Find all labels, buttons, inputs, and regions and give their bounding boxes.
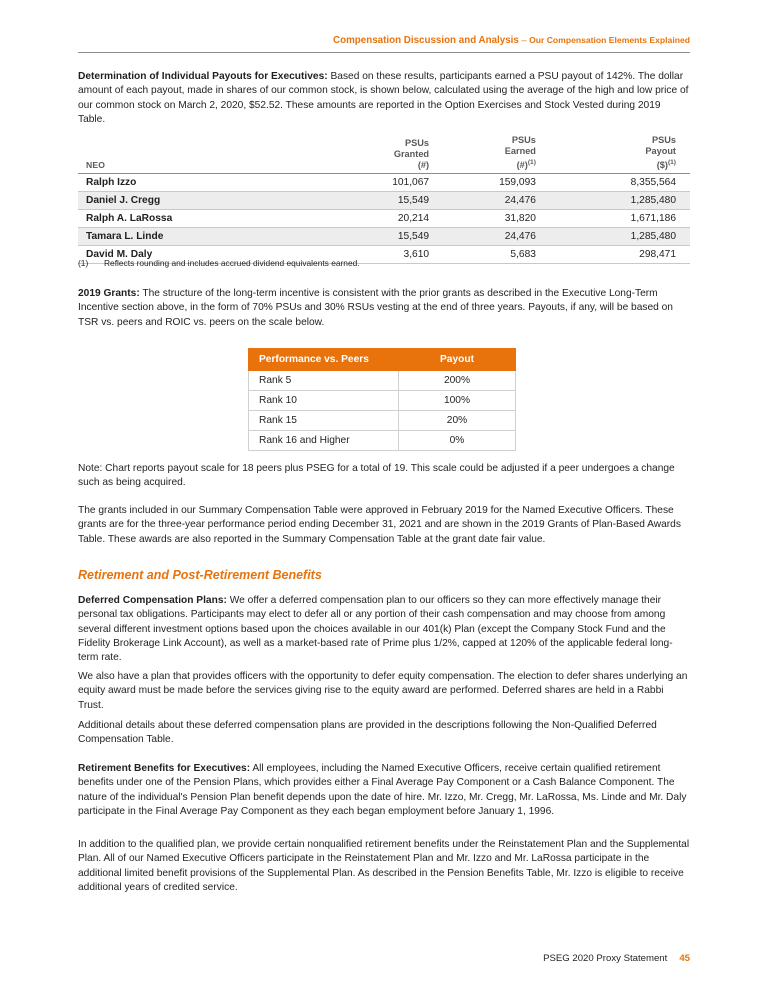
cell-granted: 15,549 [328, 192, 435, 210]
retirement-benefits-text: All employees, including the Named Executive Officers, receive certain qualified retirement benefits under one of the Pension Plans, which provides either a Final Average Pay Component or a Cash Balance Component. The nature of the individual's Pension Plan benefit depends upon the date of hire. Mr. Izzo, Mr. Cregg, Mr. LaRossa, Ms. Linde and Mr. Daly participate in the Final Average Pay Component as they each began employment before January 1, 1996. [78, 763, 687, 817]
deferred-comp-paragraph [78, 594, 690, 665]
col-payout-l2: Payout [645, 146, 676, 156]
cell-earned: 24,476 [435, 192, 542, 210]
cell-rank: Rank 10 [249, 391, 399, 411]
col-granted-l2: Granted [393, 149, 430, 160]
cell-payout: 8,355,564 [542, 174, 690, 192]
determination-label: Determination of Individual Payouts for Executives: [78, 71, 328, 82]
cell-neo: Ralph Izzo [78, 174, 328, 192]
col-psus-granted [328, 135, 435, 174]
cell-neo: Ralph A. LaRossa [78, 210, 328, 228]
cell-payout: 200% [399, 371, 516, 391]
performance-payout-table [248, 348, 516, 451]
cell-earned: 31,820 [435, 210, 542, 228]
cell-granted: 20,214 [328, 210, 435, 228]
col-earned-l2: Earned [504, 146, 536, 156]
determination-text: Based on these results, participants earned a PSU payout of 142%. The dollar amount of each payout, made in shares of our common stock, is shown below, calculated using the average of the high and low price of our common stock on March 2, 2020, $52.52. These amounts are reported in the Option Exercises and Stock Vested during 2019 Table. [78, 71, 689, 125]
header-subtitle: Our Compensation Elements Explained [529, 35, 690, 45]
grants-label: 2019 Grants: [78, 288, 140, 299]
running-header [78, 34, 690, 47]
cell-neo: Daniel J. Cregg [78, 192, 328, 210]
cell-rank: Rank 16 and Higher [249, 431, 399, 451]
header-rule [78, 52, 690, 53]
page-content [78, 0, 690, 1000]
cell-earned: 5,683 [435, 246, 542, 264]
table-row [249, 411, 516, 431]
deferred-comp-text: We offer a deferred compensation plan to our officers so they can more effectively manage their personal tax obligations. Participants may elect to defer all or any portion of their cash compensation and may choose from among several different investment options based upon the choices available in our 401(k) Plan (except the Company Stock Fund and the Fidelity Brokerage Link Account), as well as a market-based rate of Prime plus 1/2%, capped at 120% of the applicable federal long-term rate. [78, 595, 673, 664]
footnote-number: (1) [78, 258, 89, 268]
summary-comp-text: The grants included in our Summary Compensation Table were approved in February 2019 for the Named Executive Officers. These grants are for the three-year performance period ending December 31, 2021 and are shown in the 2019 Grants of Plan-Based Awards Table. These awards are also reported in the Summary Compensation Table at the grant date fair value. [78, 505, 681, 545]
table-row [249, 431, 516, 451]
col-granted-l3: (#) [417, 160, 430, 171]
page-footer [78, 953, 690, 964]
equity-defer-paragraph [78, 670, 690, 713]
performance-payout-table-wrap [248, 348, 516, 451]
cell-payout: 20% [399, 411, 516, 431]
col-granted-l1: PSUs [405, 138, 430, 149]
additional-details-paragraph [78, 719, 690, 748]
cell-rank: Rank 15 [249, 411, 399, 431]
table-header-row [78, 135, 690, 174]
col-payout: Payout [399, 349, 516, 371]
col-earned-l1: PSUs [511, 135, 536, 145]
retirement-benefits-paragraph [78, 762, 690, 819]
table-row [249, 371, 516, 391]
table-header-row [249, 349, 516, 371]
col-earned-l3: (#) [516, 160, 528, 171]
psu-table-footnote [78, 258, 690, 268]
page-section-title: Retirement and Post-Retirement Benefits [78, 568, 322, 582]
cell-payout: 1,671,186 [542, 210, 690, 228]
footnote-text: Reflects rounding and includes accrued dividend equivalents earned. [104, 258, 360, 268]
col-psus-earned [435, 135, 542, 174]
chart-note-text: Note: Chart reports payout scale for 18 peers plus PSEG for a total of 19. This scale could be adjusted if a peer undergoes a change such as being acquired. [78, 463, 675, 489]
cell-payout: 1,285,480 [542, 192, 690, 210]
header-dash: – [518, 35, 530, 45]
col-performance-vs-peers: Performance vs. Peers [249, 349, 399, 371]
cell-payout: 298,471 [542, 246, 690, 264]
grants-paragraph [78, 287, 690, 330]
retirement-benefits-label: Retirement Benefits for Executives: [78, 763, 251, 774]
cell-neo: Tamara L. Linde [78, 228, 328, 246]
section-heading-wrap [78, 568, 690, 582]
table-row [78, 210, 690, 228]
table-row [78, 192, 690, 210]
equity-defer-text: We also have a plan that provides officers with the opportunity to defer equity compensation. The election to defer shares underlying an equity award must be made before the services giving rise to the equity award are performed. Deferred shares are held in a Rabbi Trust. [78, 671, 688, 711]
col-payout-sup: (1) [667, 159, 676, 166]
cell-rank: Rank 5 [249, 371, 399, 391]
cell-granted: 101,067 [328, 174, 435, 192]
cell-neo: David M. Daly [78, 246, 328, 264]
col-earned-sup: (1) [527, 159, 536, 166]
cell-payout: 0% [399, 431, 516, 451]
grants-text: The structure of the long-term incentive is consistent with the prior grants as described in the Executive Long-Term Incentive section above, in the form of 70% PSUs and 30% RSUs vesting at the end of three years. Payouts, if any, will be based on TSR vs. peers and ROIC vs. peers on the scale below. [78, 288, 673, 328]
nonqualified-text: In addition to the qualified plan, we provide certain nonqualified retirement benefits under the Reinstatement Plan and the Supplemental Plan. All of our Named Executive Officers participate in the Reinstatement Plan and Mr. Izzo and Mr. LaRossa participate in the additional limited benefit provisions of the Supplemental Plan. As described in the Pension Benefits Table, Mr. Izzo is eligible to receive additional years of credited service. [78, 839, 690, 893]
additional-details-text: Additional details about these deferred compensation plans are provided in the descriptions following the Non-Qualified Deferred Compensation Table. [78, 720, 657, 746]
determination-paragraph [78, 70, 690, 127]
summary-comp-paragraph [78, 504, 690, 547]
deferred-comp-label: Deferred Compensation Plans: [78, 595, 227, 606]
cell-granted: 3,610 [328, 246, 435, 264]
cell-granted: 15,549 [328, 228, 435, 246]
psu-payout-table [78, 135, 690, 264]
cell-earned: 24,476 [435, 228, 542, 246]
cell-payout: 1,285,480 [542, 228, 690, 246]
cell-earned: 159,093 [435, 174, 542, 192]
header-title: Compensation Discussion and Analysis [333, 35, 519, 46]
col-payout-l3: ($) [656, 160, 668, 171]
table-row [249, 391, 516, 411]
col-psus-payout [542, 135, 690, 174]
footer-document-title: PSEG 2020 Proxy Statement [543, 953, 668, 964]
cell-payout: 100% [399, 391, 516, 411]
col-payout-l1: PSUs [651, 135, 676, 145]
table-row [78, 228, 690, 246]
table-row [78, 174, 690, 192]
col-neo: NEO [78, 135, 328, 174]
page-number: 45 [679, 953, 690, 964]
chart-note-paragraph [78, 462, 690, 491]
nonqualified-paragraph [78, 838, 690, 895]
